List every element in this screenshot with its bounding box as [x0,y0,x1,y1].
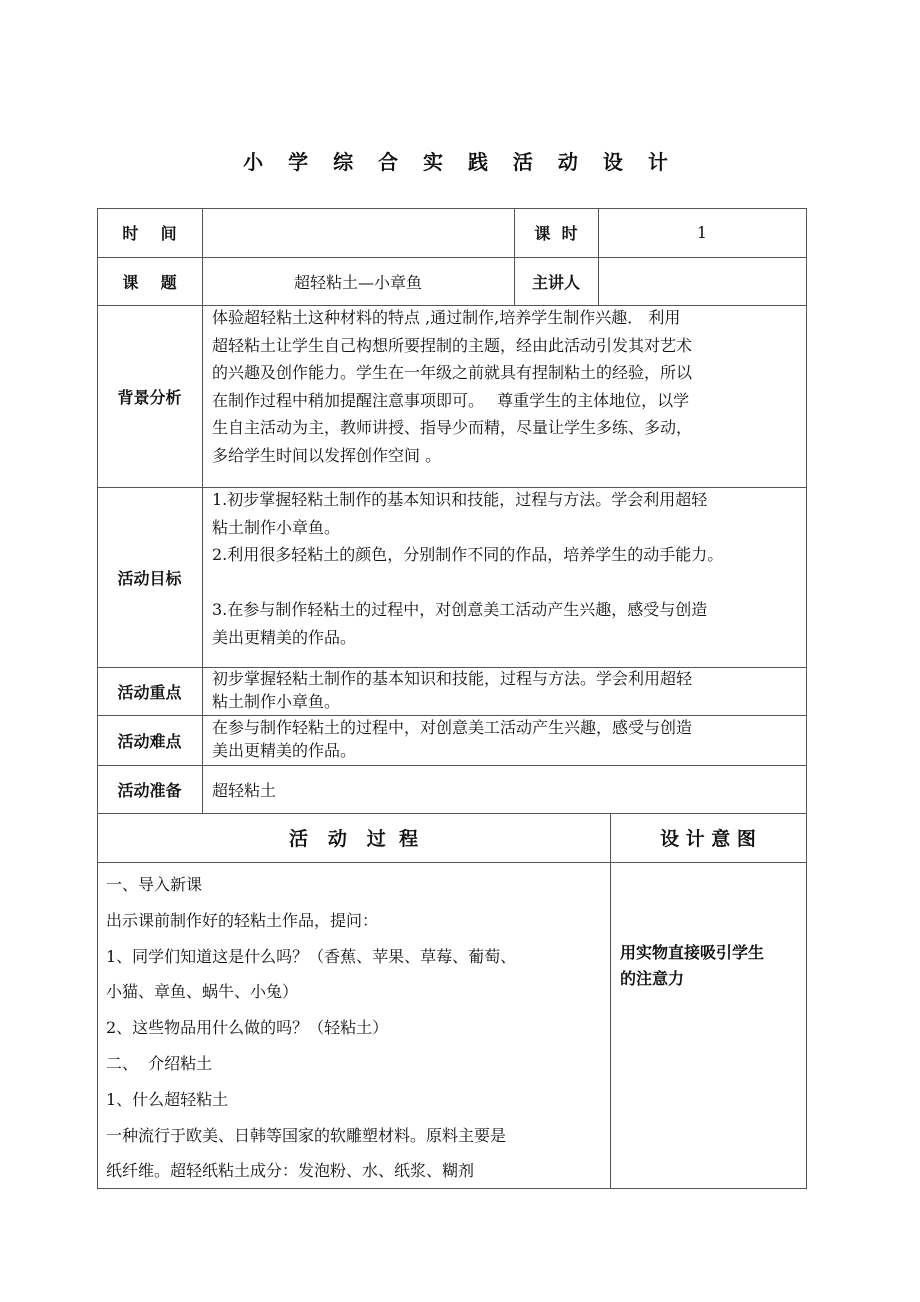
topic-value: 超轻粘土—小章鱼 [293,272,422,292]
text-line: 体验超轻粘土这种材料的特点 ,通过制作,培养学生制作兴趣． 利用 [212,308,681,327]
text-line: 多给学生时间以发挥创作空间 。 [212,445,442,465]
goals-label: 活动目标 [117,568,182,588]
text-line: 用实物直接吸引学生 [620,943,765,962]
process-column-divider [610,813,611,1188]
process-line: 1、什么超轻粘土 [106,1090,229,1109]
background-label: 背景分析 [117,387,182,407]
row-divider [97,862,807,863]
goals-text [212,486,723,651]
blank-line [212,569,723,597]
process-line: 纸纤维。超轻纸粘土成分：发泡粉、水、纸浆、糊剂 [106,1161,475,1180]
key-points-label: 活动重点 [117,682,182,702]
process-header: 活 动 过 程 [289,828,418,850]
process-line: 2、这些物品用什么做的吗？（轻粘土） [106,1018,389,1037]
text-line: 的兴趣及创作能力。学生在一年级之前就具有捏制粘土的经验，所以 [212,363,693,382]
difficulties-text [212,716,692,762]
process-line: 出示课前制作好的轻粘土作品，提问： [106,911,379,930]
background-text [212,304,692,469]
process-line: 一种流行于欧美、日韩等国家的软雕塑材料。原料主要是 [106,1126,507,1145]
process-line: 一、导入新课 [106,875,203,894]
process-line: 1、同学们知道这是什么吗？（香蕉、苹果、草莓、葡萄、 [106,947,517,966]
topic-label: 课 题 [122,272,177,292]
text-line: 在制作过程中稍加提醒注意事项即可。 尊重学生的主体地位，以学 [212,390,690,410]
text-line: 生自主活动为主，教师讲授、指导少而精，尽量让学生多练、多动， [212,418,693,437]
design-intent-header: 设 计 意 图 [660,828,756,850]
design-intent-text [620,940,800,992]
text-line: 在参与制作轻粘土的过程中，对创意美工活动产生兴趣，感受与创造 [212,718,693,737]
text-line: 粘土制作小章鱼。 [212,692,341,711]
text-line: 粘土制作小章鱼。 [212,517,341,537]
preparation-value: 超轻粘土 [212,781,277,800]
text-line: 超轻粘土让学生自己构想所要捏制的主题，经由此活动引发其对艺术 [212,335,693,355]
speaker-label: 主讲人 [531,272,580,292]
text-line: 的注意力 [620,969,685,988]
difficulties-label: 活动难点 [117,731,182,751]
table-border-right [806,208,807,1189]
row-divider [97,765,807,766]
periods-label: 课 时 [534,224,578,243]
text-line: 美出更精美的作品。 [212,741,357,760]
key-points-text [212,667,692,713]
text-line: 3.在参与制作轻粘土的过程中，对创意美工活动产生兴趣，感受与创造 [212,600,708,619]
time-label: 时 间 [122,224,177,243]
text-line: 2.利用很多轻粘土的颜色，分别制作不同的作品，培养学生的动手能力。 [212,545,724,564]
process-line: 小猫、章鱼、蜗牛、小兔） [106,982,299,1001]
text-line: 1.初步掌握轻粘土制作的基本知识和技能，过程与方法。学会利用超轻 [212,490,708,509]
preparation-label: 活动准备 [117,780,182,800]
speaker-value [598,257,806,305]
text-line: 初步掌握轻粘土制作的基本知识和技能，过程与方法。学会利用超轻 [212,669,693,688]
table-border-bottom [97,1188,807,1189]
text-line: 美出更精美的作品。 [212,627,357,647]
process-line: 二、 介绍粘土 [106,1054,213,1073]
document-title: 小 学 综 合 实 践 活 动 设 计 [243,150,677,174]
periods-value: 1 [696,223,708,242]
